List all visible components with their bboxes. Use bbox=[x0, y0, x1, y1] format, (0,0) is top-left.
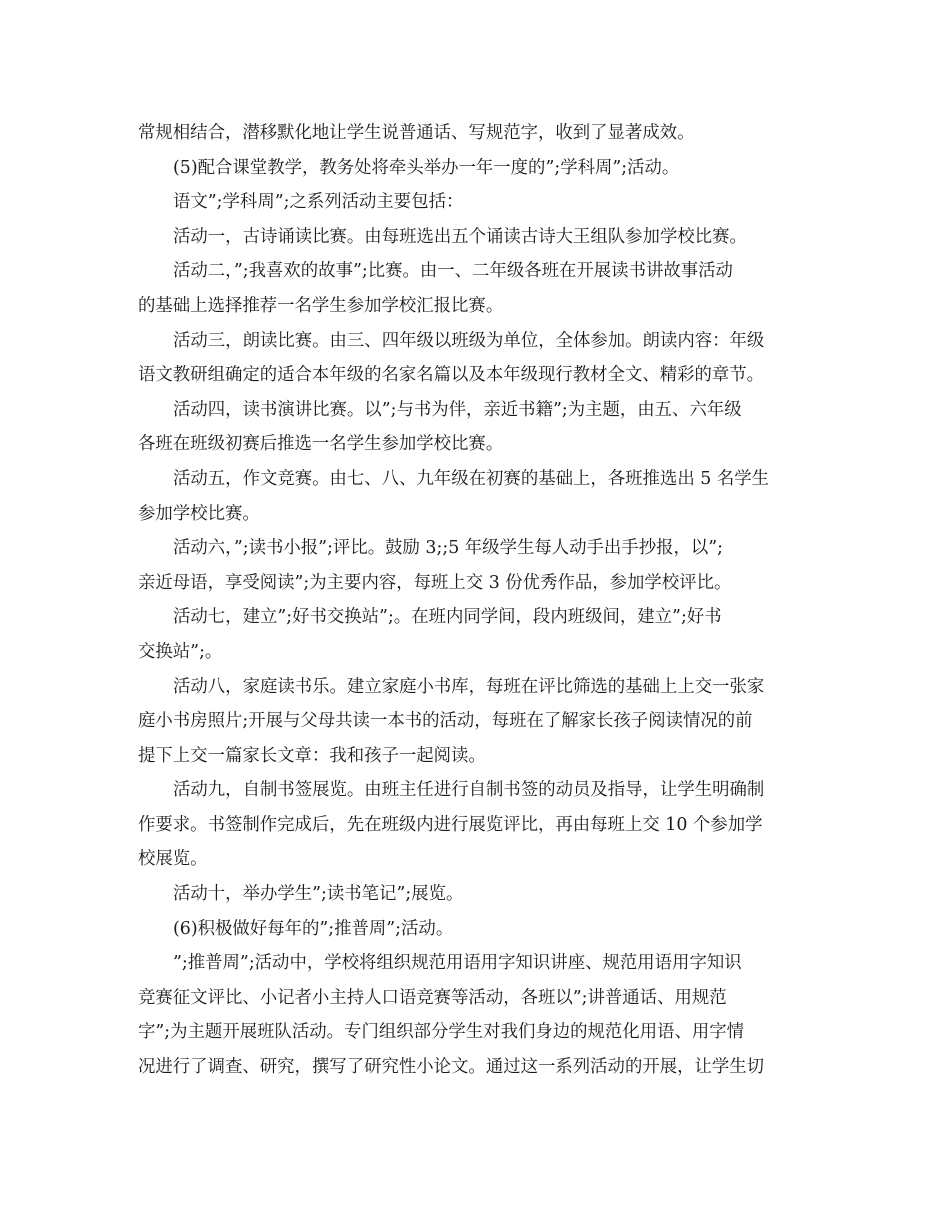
text-line: 作要求。书签制作完成后，先在班级内进行展览评比，再由每班上交 10 个参加学 bbox=[138, 814, 763, 835]
text-line: 活动三，朗读比赛。由三、四年级以班级为单位，全体参加。朗读内容：年级 bbox=[173, 330, 765, 351]
text-line: 常规相结合，潜移默化地让学生说普通话、写规范字，收到了显著成效。 bbox=[138, 123, 695, 143]
text-line: 各班在班级初赛后推选一名学生参加学校比赛。 bbox=[138, 434, 504, 455]
text-line: 语文”;学科周”;之系列活动主要包括： bbox=[173, 192, 464, 213]
text-line: 活动四，读书演讲比赛。以”;与书为伴，亲近书籍”;为主题，由五、六年级 bbox=[173, 399, 742, 420]
document-body bbox=[138, 116, 814, 1085]
text-line: 亲近母语，享受阅读”;为主要内容，每班上交 3 份优秀作品，参加学校评比。 bbox=[138, 572, 732, 593]
text-line: 交换站”;。 bbox=[138, 641, 223, 662]
text-line: 活动九，自制书签展览。由班主任进行自制书签的动员及指导，让学生明确制 bbox=[173, 780, 765, 801]
text-line: 活动二，”;我喜欢的故事”;比赛。由一、二年级各班在开展读书讲故事活动 bbox=[173, 261, 733, 282]
text-line: ”;推普周”;活动中，学校将组织规范用语用字知识讲座、规范用语用字知识 bbox=[173, 953, 742, 974]
text-line: 提下上交一篇家长文章：我和孩子一起阅读。 bbox=[138, 745, 486, 766]
text-line: 活动六，”;读书小报”;评比。鼓励 3;;5 年级学生每人动手出手抄报，以”; bbox=[173, 538, 724, 559]
text-line: 校展览。 bbox=[138, 849, 208, 870]
text-line: 竞赛征文评比、小记者小主持人口语竞赛等活动，各班以”;讲普通话、用规范 bbox=[138, 987, 727, 1008]
text-line: 活动八，家庭读书乐。建立家庭小书库，每班在评比筛选的基础上上交一张家 bbox=[173, 676, 765, 697]
text-line: 活动十，举办学生”;读书笔记”;展览。 bbox=[173, 884, 464, 905]
text-line: (6)积极做好每年的”;推普周”;活动。 bbox=[173, 918, 454, 939]
text-line: 字”;为主题开展班队活动。专门组织部分学生对我们身边的规范化用语、用字情 bbox=[138, 1022, 745, 1043]
text-line: 况进行了调查、研究，撰写了研究性小论文。通过这一系列活动的开展，让学生切 bbox=[138, 1057, 765, 1078]
text-line: 活动五，作文竞赛。由七、八、九年级在初赛的基础上，各班推选出 5 名学生 bbox=[173, 468, 770, 489]
text-line: 参加学校比赛。 bbox=[138, 503, 260, 524]
text-line: 的基础上选择推荐一名学生参加学校汇报比赛。 bbox=[138, 295, 504, 316]
text-line: (5)配合课堂教学，教务处将牵头举办一年一度的”;学科周”;活动。 bbox=[173, 157, 680, 178]
text-line: 庭小书房照片;开展与父母共读一本书的活动，每班在了解家长孩子阅读情况的前 bbox=[138, 711, 753, 732]
text-line: 语文教研组确定的适合本年级的名家名篇以及本年级现行教材全文、精彩的章节。 bbox=[138, 365, 765, 386]
text-line: 活动一，古诗诵读比赛。由每班选出五个诵读古诗大王组队参加学校比赛。 bbox=[173, 226, 747, 247]
text-line: 活动七，建立”;好书交换站”;。在班内同学间，段内班级间，建立”;好书 bbox=[173, 607, 722, 628]
